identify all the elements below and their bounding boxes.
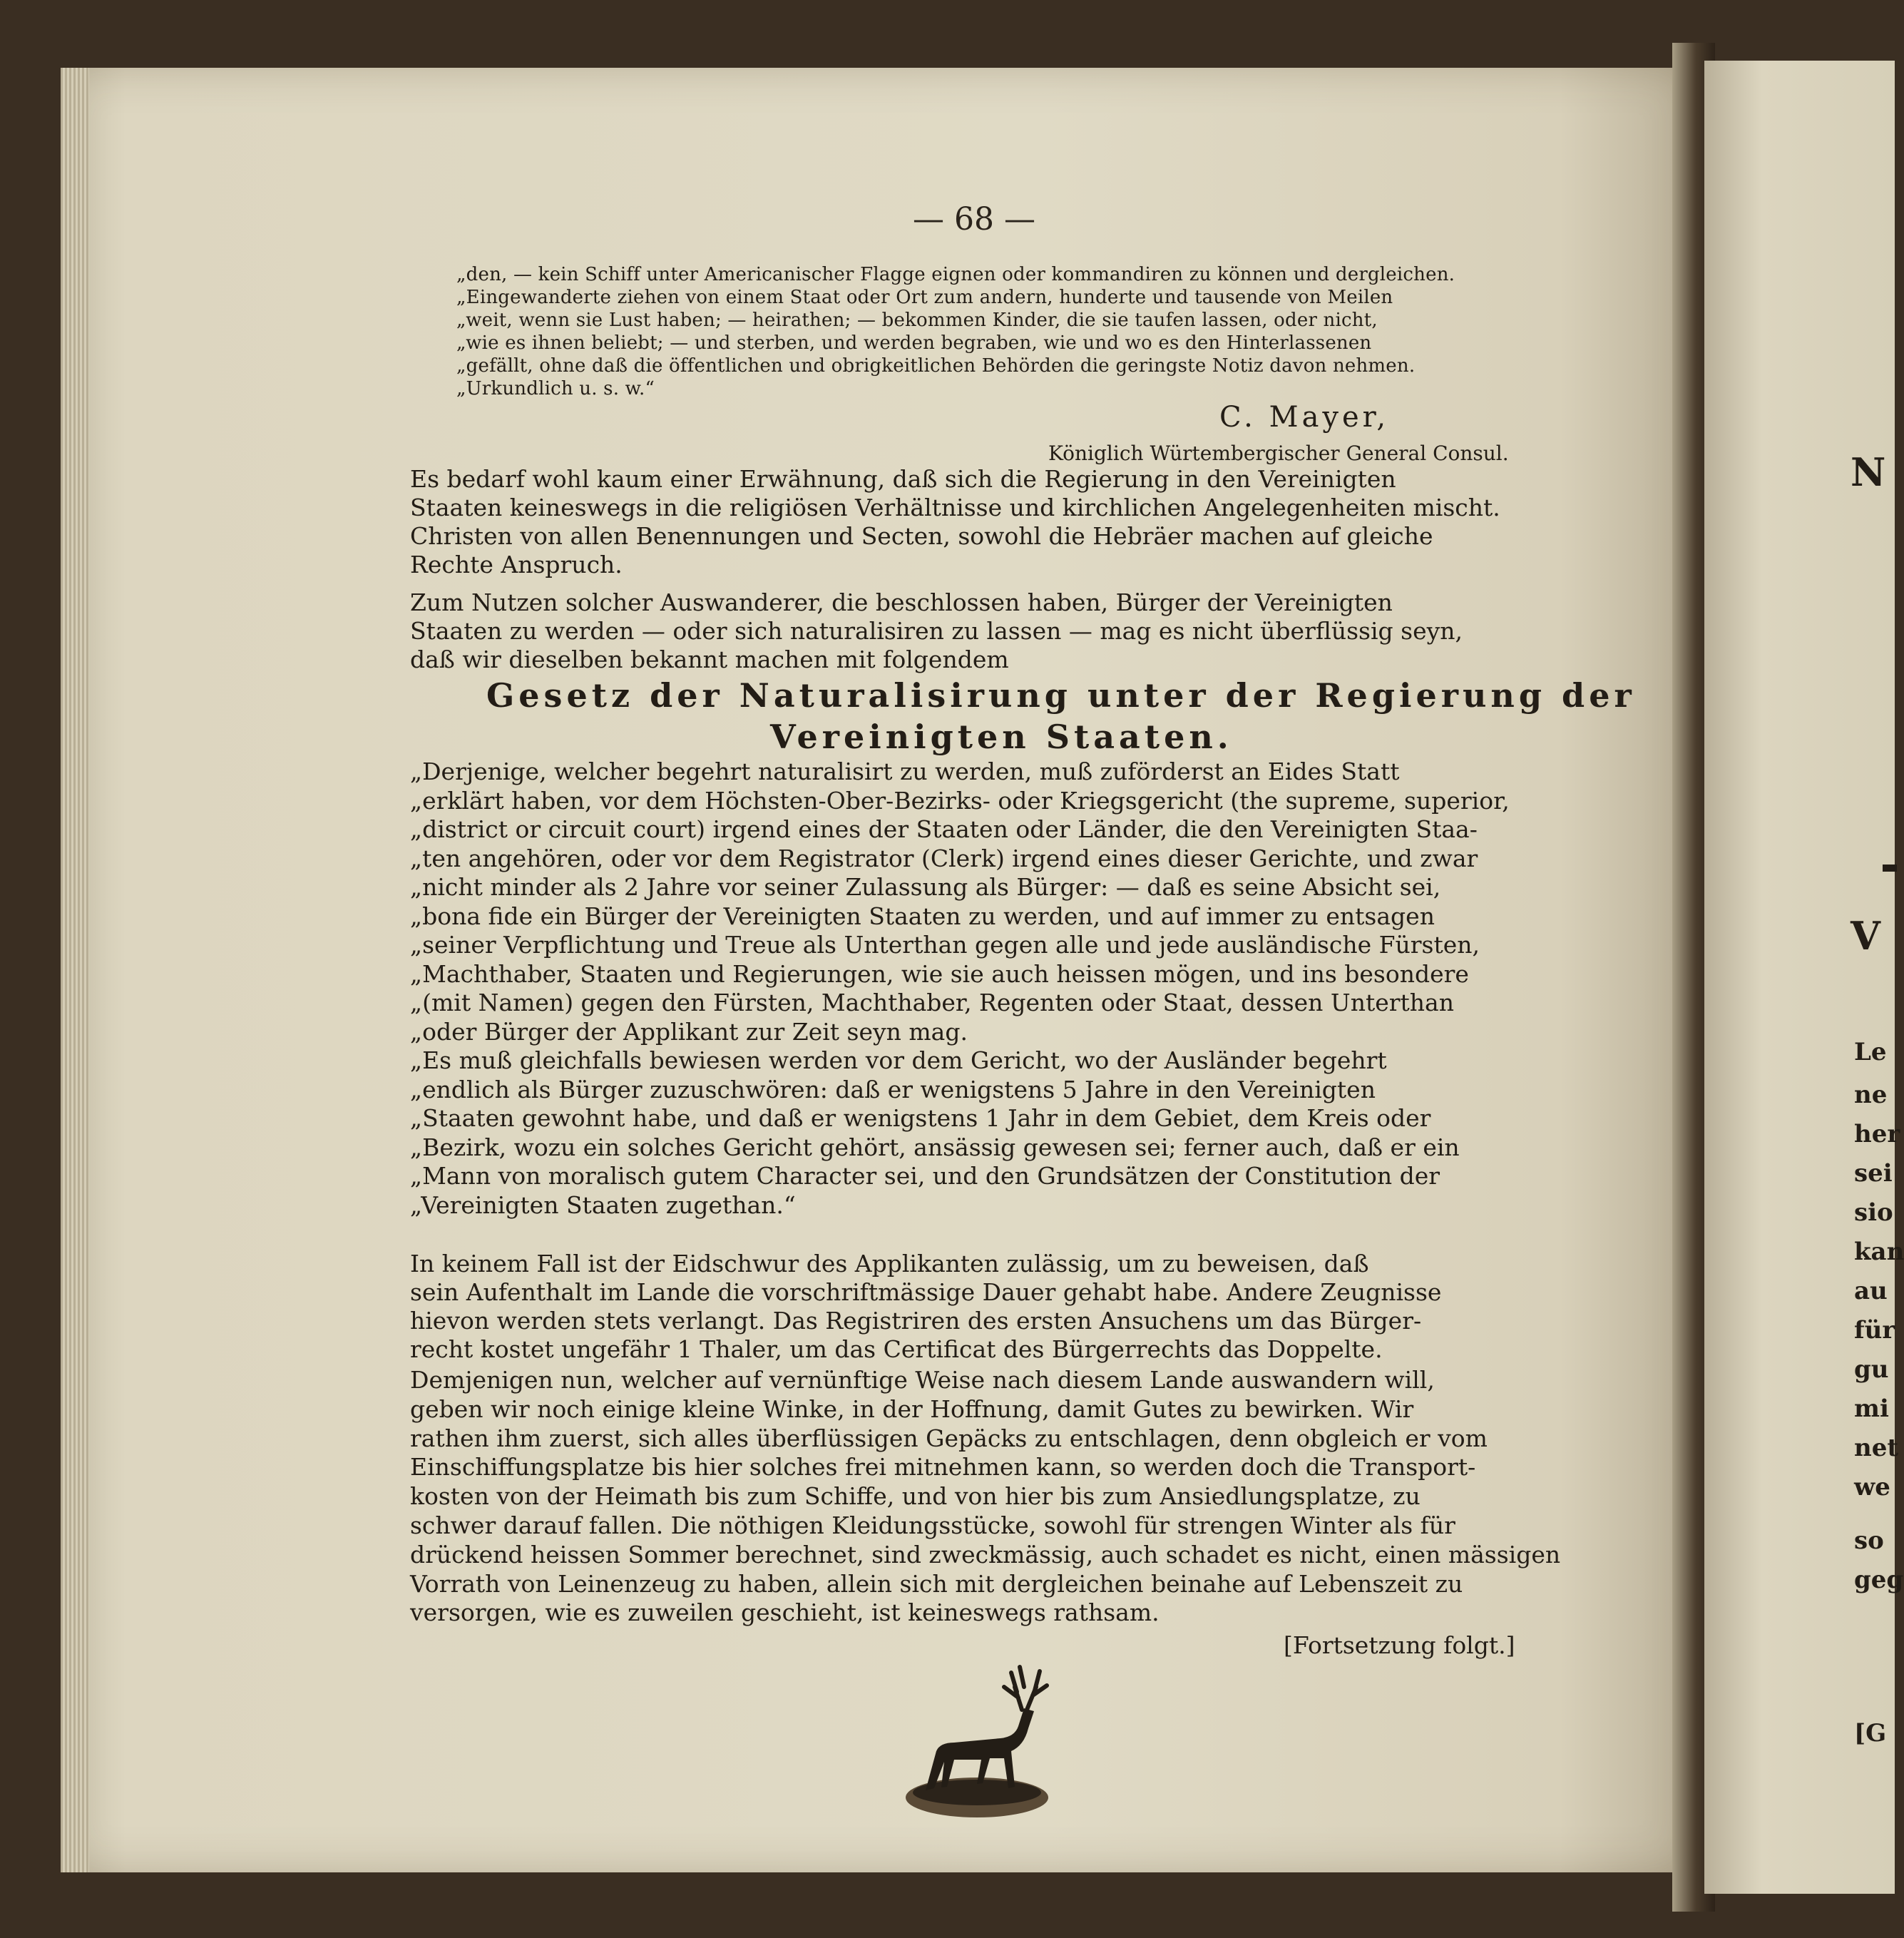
quote-line: „wie es ihnen beliebt; — und sterben, und werden begraben, wie und wo es den Hinterlassenen — [456, 332, 1372, 354]
right-page-fragment — [1704, 61, 1895, 1894]
text-line: In keinem Fall ist der Eidschwur des Applikanten zulässig, um zu beweisen, daß — [410, 1250, 1369, 1277]
text-line: Zum Nutzen solcher Auswanderer, die beschlossen haben, Bürger der Vereinigten — [410, 588, 1393, 616]
text-line: „Machthaber, Staaten und Regierungen, wie sie auch heissen mögen, und ins besondere — [410, 959, 1469, 988]
quote-line: „gefällt, ohne daß die öffentlichen und obrigkeitlichen Behörden die geringste Notiz davon nehmen. — [456, 355, 1416, 377]
text-line: „Derjenige, welcher begehrt naturalisirt zu werden, muß zuförderst an Eides Statt — [410, 758, 1400, 785]
text-line: drückend heissen Sommer berechnet, sind zweckmässig, auch schadet es nicht, einen mässigen — [410, 1540, 1561, 1569]
text-line: Staaten zu werden — oder sich naturalisiren zu lassen — mag es nicht überflüssig seyn, — [410, 617, 1463, 645]
text-line: Es bedarf wohl kaum einer Erwähnung, daß sich die Regierung in den Vereinigten — [410, 465, 1396, 493]
right-page-fragment-text: so — [1854, 1526, 1884, 1555]
page-edge-stack — [61, 68, 89, 1872]
text-line: geben wir noch einige kleine Winke, in der Hoffnung, damit Gutes zu bewirken. Wir — [410, 1394, 1414, 1423]
right-page-fragment-text: Le — [1854, 1038, 1887, 1066]
right-page-fragment-text: sei — [1854, 1159, 1893, 1188]
text-line: „seiner Verpflichtung und Treue als Unterthan gegen alle und jede ausländische Fürsten, — [410, 931, 1480, 959]
text-line: schwer darauf fallen. Die nöthigen Kleidungsstücke, sowohl für strengen Winter als für — [410, 1511, 1455, 1539]
text-line: sein Aufenthalt im Lande die vorschriftmässige Dauer gehabt habe. Andere Zeugnisse — [410, 1278, 1442, 1306]
text-line: „bona fide ein Bürger der Vereinigten Staaten zu werden, und auf immer zu entsagen — [410, 902, 1435, 930]
text-line: recht kostet ungefähr 1 Thaler, um das Certificat des Bürgerrechts das Doppelte. — [410, 1335, 1383, 1363]
section-heading-line-2: Vereinigten Staaten. — [770, 718, 1233, 756]
quote-line: „Urkundlich u. s. w.“ — [456, 378, 655, 399]
right-page-fragment-text: gu — [1854, 1355, 1889, 1384]
quote-line: „Eingewanderte ziehen von einem Staat oder Ort zum andern, hunderte und tausende von Meilen — [456, 287, 1393, 308]
text-line: Rechte Anspruch. — [410, 551, 623, 578]
text-line: Christen von allen Benennungen und Secten, sowohl die Hebräer machen auf gleiche — [410, 522, 1433, 550]
text-line: „Staaten gewohnt habe, und daß er wenigstens 1 Jahr in dem Gebiet, dem Kreis oder — [410, 1104, 1431, 1132]
right-page-fragment-text: her — [1854, 1120, 1900, 1148]
text-line: „nicht minder als 2 Jahre vor seiner Zulassung als Bürger: — daß es seine Absicht sei, — [410, 873, 1441, 901]
text-line: „Bezirk, wozu ein solches Gericht gehört, ansässig gewesen sei; ferner auch, daß er ein — [410, 1133, 1460, 1161]
text-line: versorgen, wie es zuweilen geschieht, ist keineswegs rathsam. — [410, 1598, 1160, 1627]
quote-line: „weit, wenn sie Lust haben; — heirathen; — bekommen Kinder, die sie taufen lassen, oder nicht, — [456, 310, 1378, 331]
continuation-note: [Fortsetzung folgt.] — [1284, 1631, 1515, 1659]
right-page-fragment-text: we — [1854, 1473, 1890, 1501]
text-line: Vorrath von Leinenzeug zu haben, allein sich mit dergleichen beinahe auf Lebenszeit zu — [410, 1569, 1463, 1598]
text-line: Einschiffungsplatze bis hier solches frei mitnehmen kann, so werden doch die Transport- — [410, 1453, 1476, 1481]
page-number: — 68 — — [913, 201, 1035, 238]
text-line: „Es muß gleichfalls bewiesen werden vor dem Gericht, wo der Ausländer begehrt — [410, 1046, 1387, 1074]
right-page-rule — [1883, 865, 1897, 872]
text-line: rathen ihm zuerst, sich alles überflüssigen Gepäcks zu entschlagen, denn obgleich er vom — [410, 1424, 1488, 1452]
right-page-fragment-text: N — [1851, 449, 1886, 495]
text-line: „(mit Namen) gegen den Fürsten, Machthaber, Regenten oder Staat, dessen Unterthan — [410, 989, 1454, 1016]
text-line: hievon werden stets verlangt. Das Registriren des ersten Ansuchens um das Bürger- — [410, 1307, 1422, 1335]
right-page-fragment-text: net — [1854, 1434, 1899, 1462]
quote-line: „den, — kein Schiff unter Americanischer Flagge eignen oder kommandiren zu können und dergleichen. — [456, 264, 1455, 285]
section-heading-line-1: Gesetz der Naturalisirung unter der Regierung der — [486, 676, 1636, 715]
signature-name: C. Mayer, — [1219, 401, 1390, 434]
text-line: kosten von der Heimath bis zum Schiffe, und von hier bis zum Ansiedlungsplatze, zu — [410, 1482, 1421, 1511]
right-page-fragment-text: ne — [1854, 1081, 1888, 1109]
text-line: „district or circuit court) irgend eines der Staaten oder Länder, die den Vereinigten Staa- — [410, 815, 1478, 843]
text-line: „Mann von moralisch gutem Character sei, und den Grundsätzen der Constitution der — [410, 1162, 1440, 1190]
right-page-fragment-text: V — [1851, 913, 1880, 959]
right-page-fragment-text: kan — [1854, 1238, 1904, 1266]
text-line: „oder Bürger der Applikant zur Zeit seyn mag. — [410, 1017, 968, 1046]
text-line: daß wir dieselben bekannt machen mit folgendem — [410, 646, 1009, 673]
right-page-fragment-text: [G — [1854, 1719, 1887, 1748]
text-line: Staaten keineswegs in die religiösen Verhältnisse und kirchlichen Angelegenheiten mischt. — [410, 494, 1500, 521]
right-page-fragment-text: mi — [1854, 1394, 1889, 1423]
right-page-fragment-text: sio — [1854, 1198, 1893, 1227]
signature-title: Königlich Würtembergischer General Consul. — [1048, 442, 1509, 465]
text-line: Demjenigen nun, welcher auf vernünftige Weise nach diesem Lande auswandern will, — [410, 1366, 1435, 1394]
right-page-fragment-text: au — [1854, 1277, 1888, 1305]
right-page-fragment-text: für — [1854, 1316, 1895, 1345]
text-line: „Vereinigten Staaten zugethan.“ — [410, 1190, 796, 1219]
stag-vignette-image — [897, 1658, 1058, 1822]
text-line: „endlich als Bürger zuzuschwören: daß er wenigstens 5 Jahre in den Vereinigten — [410, 1075, 1376, 1103]
text-line: „ten angehören, oder vor dem Registrator (Clerk) irgend eines dieser Gerichte, und zwar — [410, 844, 1478, 872]
right-page-fragment-text: geg — [1854, 1566, 1904, 1594]
text-line: „erklärt haben, vor dem Höchsten-Ober-Bezirks- oder Kriegsgericht (the supreme, superior, — [410, 786, 1510, 815]
